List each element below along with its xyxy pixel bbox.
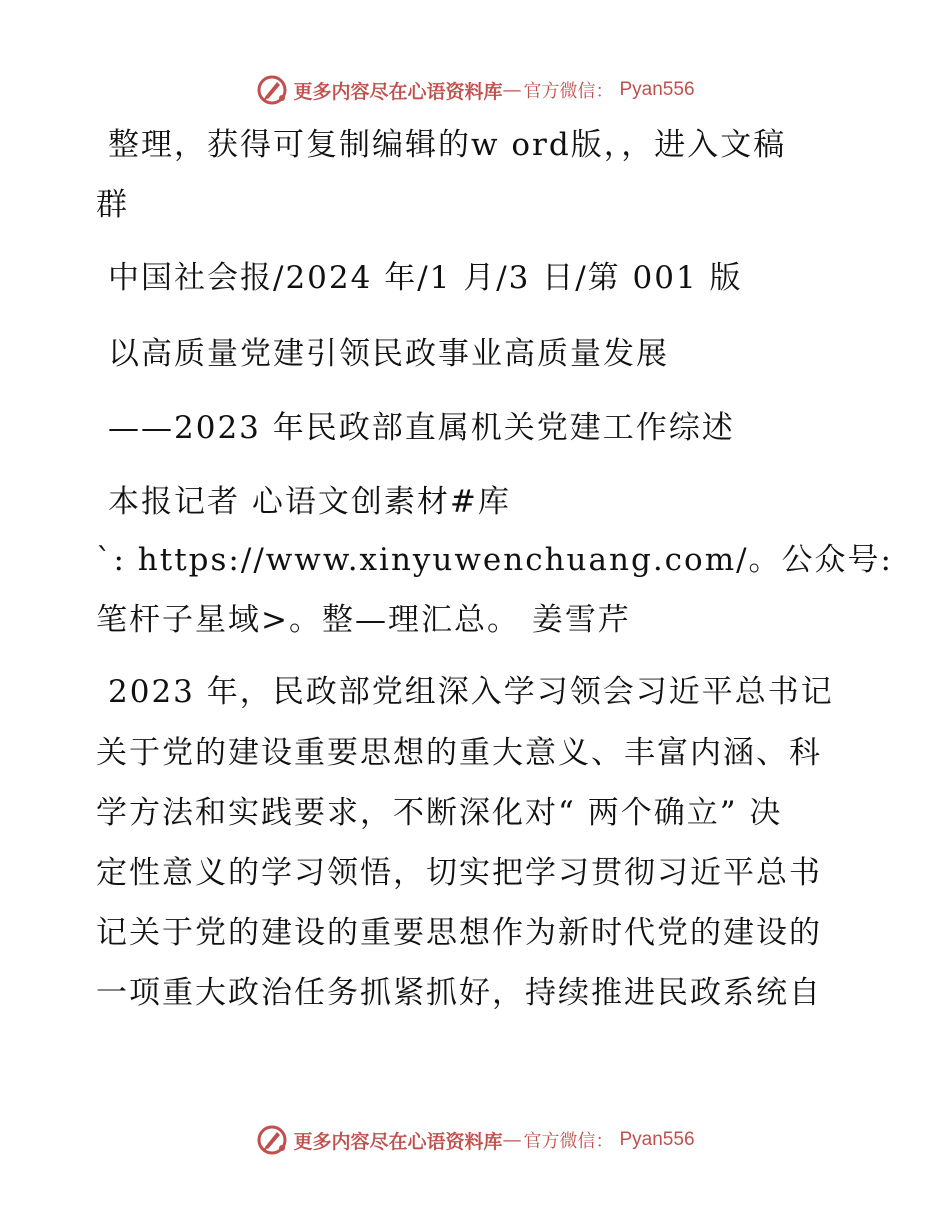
banner-main-text: 更多内容尽在心语资料库: [293, 80, 503, 103]
source-line: 中国社会报/2024 年/1 月/3 日/第 001 版: [108, 260, 743, 296]
banner-wechat-id: Pyan556: [619, 1129, 695, 1150]
body-line-4: 定性意义的学习领悟，切实把学习贯彻习近平总书: [96, 855, 822, 891]
banner-wechat-label: 官方微信：: [523, 81, 614, 102]
body-line-5: 记关于党的建设的重要思想作为新时代党的建设的: [96, 915, 822, 951]
reporter-line: 本报记者 心语文创素材#库: [108, 484, 511, 520]
banner-wechat-label: 官方微信：: [523, 1131, 614, 1152]
body-line-6: 一项重大政治任务抓紧抓好，持续推进民政系统自: [96, 975, 822, 1011]
banner-dash: —: [502, 79, 522, 101]
body-line-2: 关于党的建设重要思想的重大意义、丰富内涵、科: [96, 735, 822, 771]
note-line-1: `: https://www.xinyuwenchuang.com/。公众号:: [96, 542, 893, 578]
intro-line-2: 群: [96, 187, 129, 223]
article-subtitle: ——2023 年民政部直属机关党建工作综述: [108, 410, 735, 446]
body-line-3: 学方法和实践要求，不断深化对“ 两个确立” 决: [96, 795, 783, 831]
banner-dash: —: [502, 1129, 522, 1151]
article-title: 以高质量党建引领民政事业高质量发展: [108, 336, 669, 372]
footer-banner: [0, 1120, 950, 1160]
body-line-1: 2023 年，民政部党组深入学习领会习近平总书记: [108, 674, 834, 710]
banner-main-text: 更多内容尽在心语资料库: [293, 1130, 503, 1153]
intro-line-1: 整理，获得可复制编辑的w ord版，，进入文稿: [108, 127, 787, 163]
quill-pen-seal-icon: [255, 1123, 289, 1157]
banner-wechat-id: Pyan556: [619, 79, 695, 100]
note-line-2: 笔杆子星域>。整—理汇总。 姜雪芹: [96, 602, 631, 638]
